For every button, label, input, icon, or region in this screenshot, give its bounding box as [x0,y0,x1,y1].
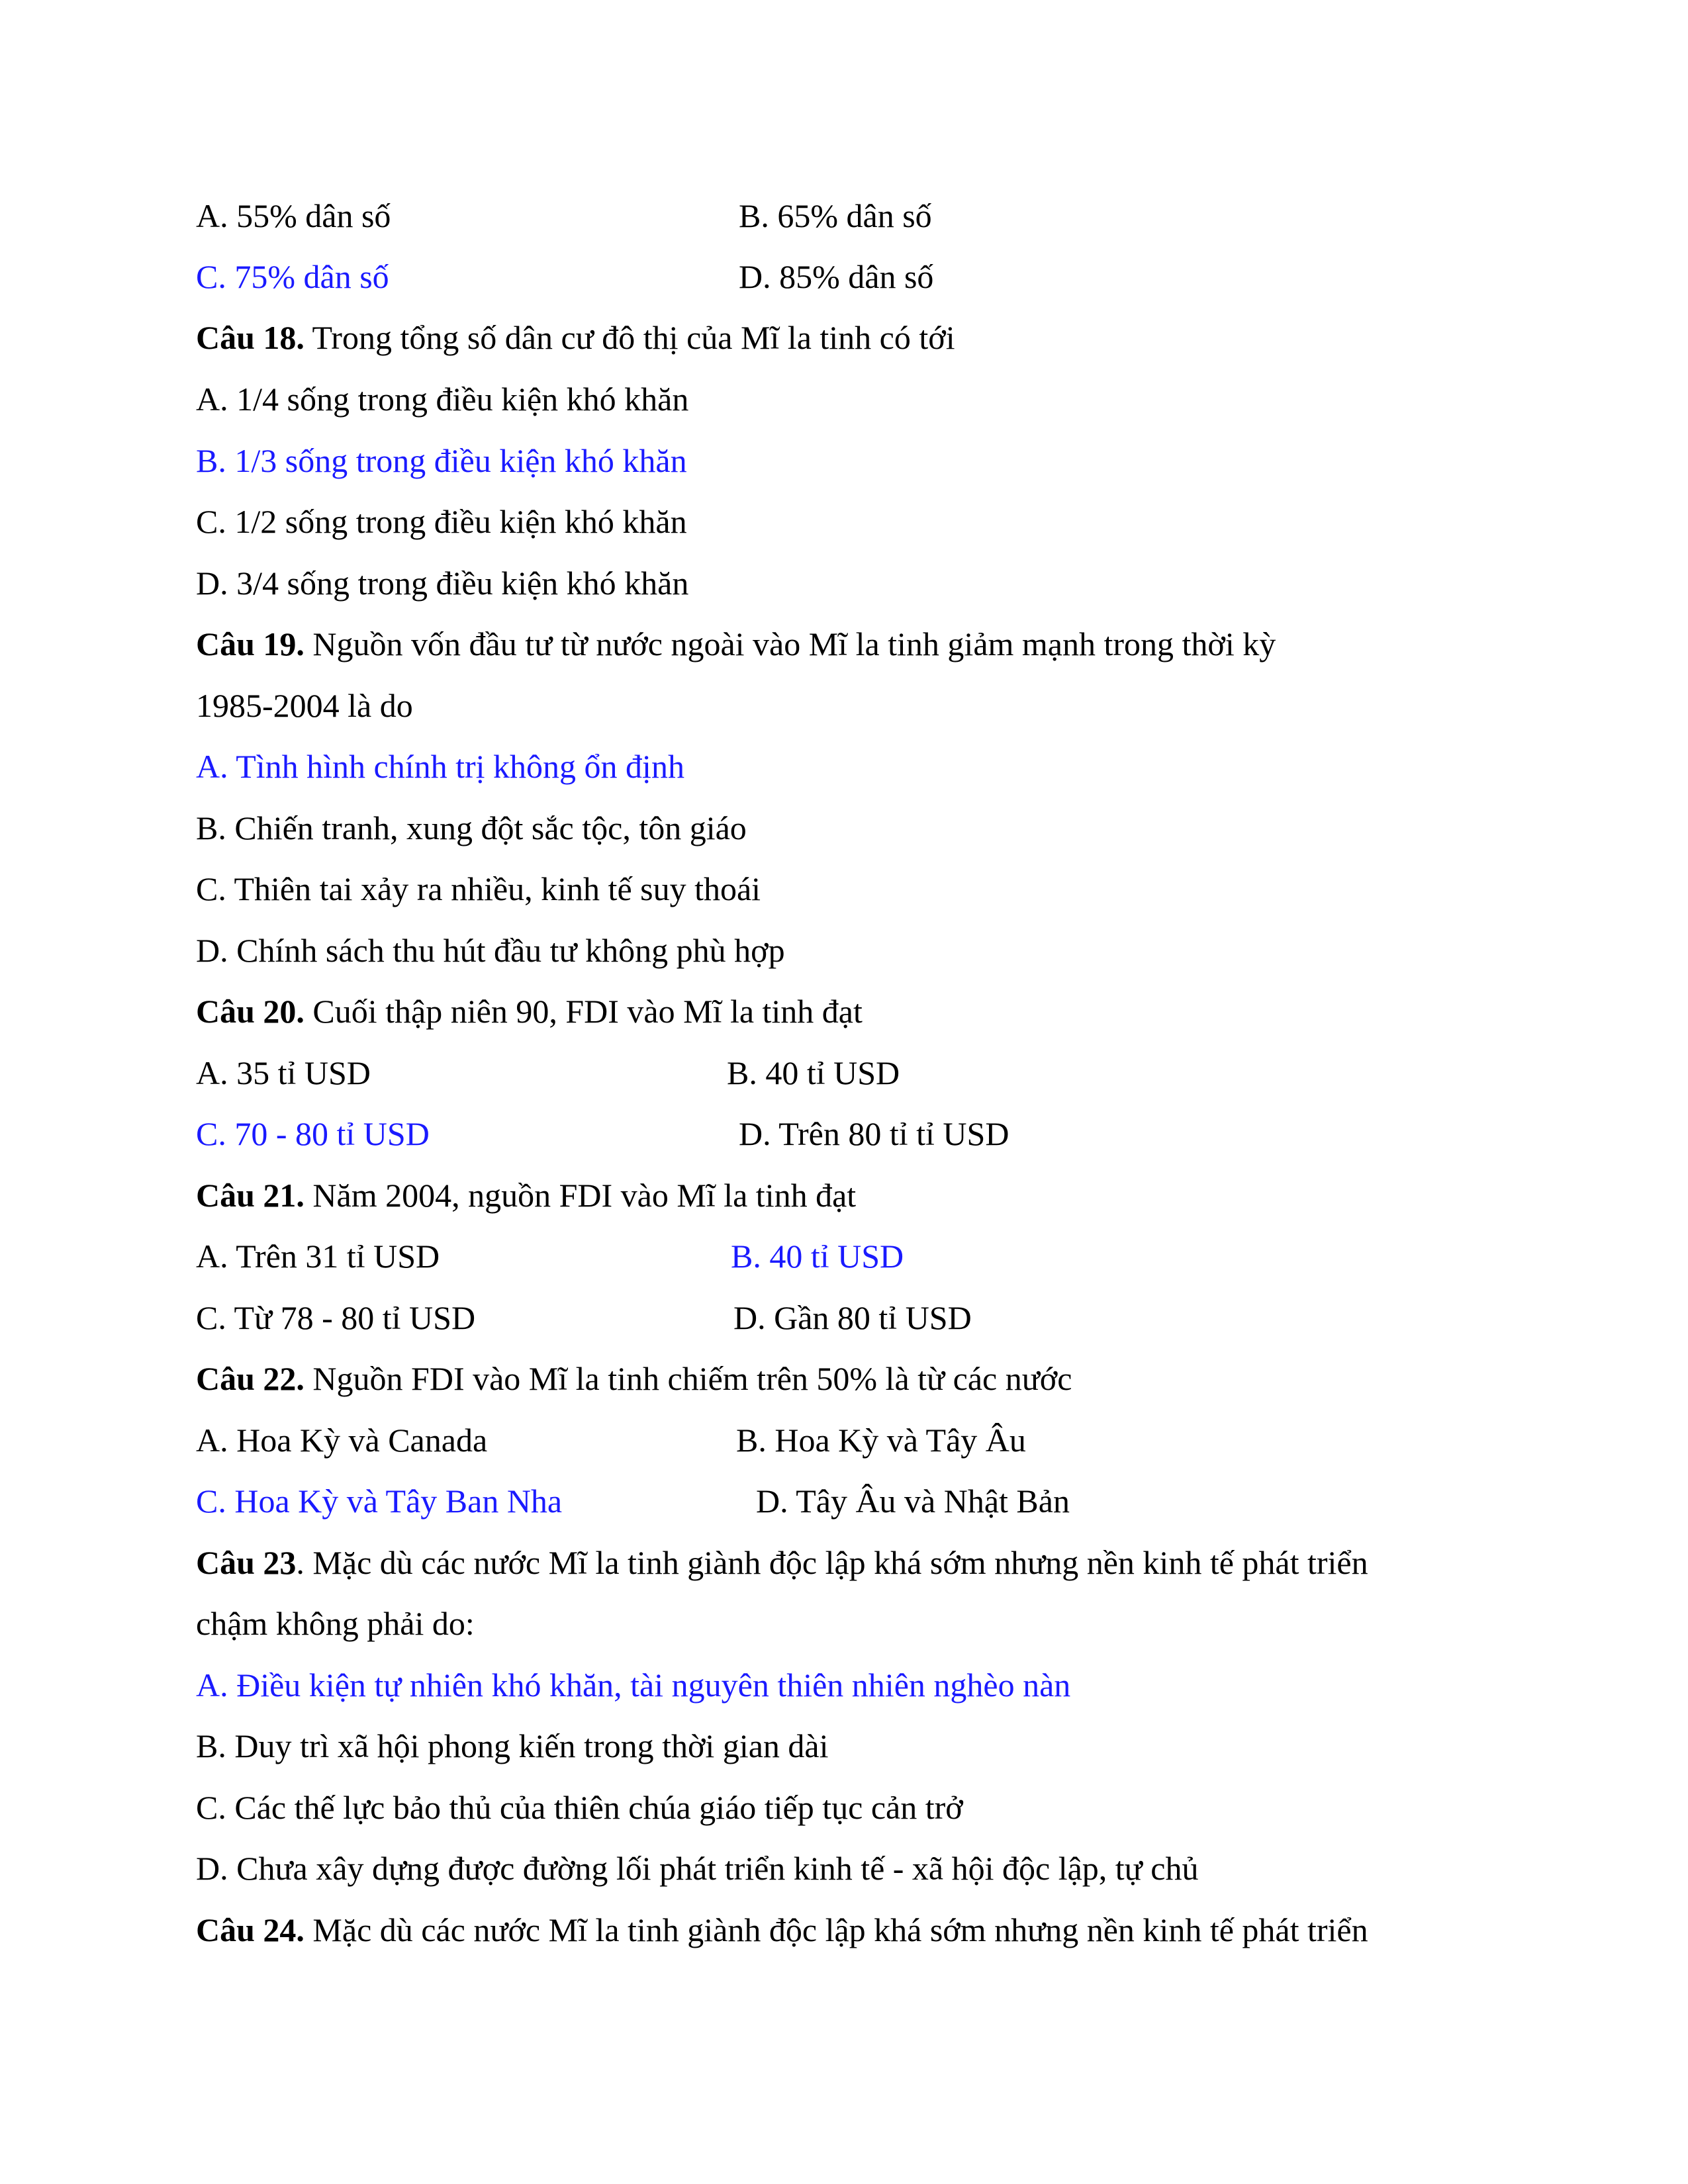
q22-question [196,1359,1072,1398]
q21-option-a: A. Trên 31 tỉ USD [196,1238,440,1275]
q18-option-d: D. 3/4 sống trong điều kiện khó khăn [196,565,689,602]
q19-option-b: B. Chiến tranh, xung đột sắc tộc, tôn giáo [196,809,747,846]
q22-label: Câu 22. [196,1360,305,1397]
q21-text: Năm 2004, nguồn FDI vào Mĩ la tinh đạt [304,1177,857,1214]
q20-label: Câu 20. [196,993,305,1030]
q19-option-a-answer: A. Tình hình chính trị không ổn định [196,748,684,785]
q18-option-b-answer: B. 1/3 sống trong điều kiện khó khăn [196,442,687,479]
q20-question [196,991,863,1031]
q23-question [196,1543,1368,1582]
q20-option-b: B. 40 tỉ USD [727,1054,900,1091]
q23-option-d: D. Chưa xây dựng được đường lối phát triển kinh tế - xã hội độc lập, tự chủ [196,1850,1199,1887]
q22-option-d: D. Tây Âu và Nhật Bản [756,1482,1070,1520]
q21-option-b-answer: B. 40 tỉ USD [731,1238,904,1275]
q22-option-c-answer: C. Hoa Kỳ và Tây Ban Nha [196,1482,563,1520]
q19-question [196,624,1276,664]
q23-label: Câu 23 [196,1544,297,1581]
q24-text: Mặc dù các nước Mĩ la tinh giành độc lập khá sớm nhưng nền kinh tế phát triển [304,1911,1368,1948]
q20-text: Cuối thập niên 90, FDI vào Mĩ la tinh đạt [304,993,863,1030]
q17-option-c-answer: C. 75% dân số [196,258,389,295]
q17-option-d: D. 85% dân số [739,258,934,295]
q23-option-c: C. Các thế lực bảo thủ của thiên chúa giáo tiếp tục cản trở [196,1789,963,1826]
q18-question [196,318,955,357]
q21-label: Câu 21. [196,1177,305,1214]
q18-option-a: A. 1/4 sống trong điều kiện khó khăn [196,381,689,418]
q23-option-b: B. Duy trì xã hội phong kiến trong thời gian dài [196,1727,829,1764]
q18-text: Trong tổng số dân cư đô thị của Mĩ la tinh có tới [304,319,955,356]
q22-option-a: A. Hoa Kỳ và Canada [196,1422,488,1459]
q20-option-d: D. Trên 80 tỉ tỉ USD [739,1115,1009,1152]
q20-option-c-answer: C. 70 - 80 tỉ USD [196,1115,430,1152]
q22-text: Nguồn FDI vào Mĩ la tinh chiếm trên 50% là từ các nước [304,1360,1072,1397]
q21-option-c: C. Từ 78 - 80 tỉ USD [196,1299,476,1336]
q19-label: Câu 19. [196,625,305,662]
q22-row-cd [196,1481,1070,1521]
q17-option-a: A. 55% dân số [196,197,391,234]
q18-label: Câu 18. [196,319,305,356]
q21-row-ab [196,1236,904,1276]
q19-text: Nguồn vốn đầu tư từ nước ngoài vào Mĩ la tinh giảm mạnh trong thời kỳ [304,625,1276,662]
q24-question [196,1910,1368,1950]
q19-question-cont: 1985-2004 là do [196,687,413,724]
q19-option-d: D. Chính sách thu hút đầu tư không phù hợp [196,932,785,969]
q21-row-cd [196,1298,972,1338]
q23-option-a-answer: A. Điều kiện tự nhiên khó khăn, tài nguyên thiên nhiên nghèo nàn [196,1666,1071,1704]
q23-question-cont: chậm không phải do: [196,1605,475,1642]
q21-question [196,1175,856,1215]
q22-option-b: B. Hoa Kỳ và Tây Âu [736,1422,1026,1459]
q20-row-cd [196,1114,1009,1154]
q22-row-ab [196,1420,1026,1460]
q17-row-cd [196,257,934,296]
q20-row-ab [196,1053,900,1093]
q17-row-ab [196,196,932,236]
q21-option-d: D. Gần 80 tỉ USD [733,1299,972,1336]
q18-option-c: C. 1/2 sống trong điều kiện khó khăn [196,503,687,540]
q24-label: Câu 24. [196,1911,305,1948]
q20-option-a: A. 35 tỉ USD [196,1054,371,1091]
q23-text: . Mặc dù các nước Mĩ la tinh giành độc lập khá sớm nhưng nền kinh tế phát triển [296,1544,1368,1581]
q17-option-b: B. 65% dân số [739,197,932,234]
q19-option-c: C. Thiên tai xảy ra nhiều, kinh tế suy thoái [196,870,761,907]
